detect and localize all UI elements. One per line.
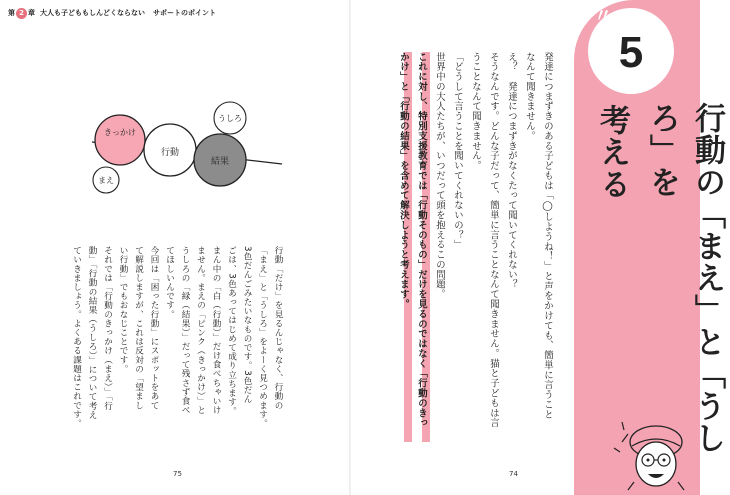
left-line-6: ません。まえの「ピンク（きっかけ）」と bbox=[195, 246, 206, 415]
left-line-9: 今回は「困った行動」にスポットをあて bbox=[149, 246, 159, 410]
chapter-prefix: 第 bbox=[8, 9, 15, 17]
label-ushiro: うしろ bbox=[218, 114, 242, 123]
label-mae: まえ bbox=[98, 176, 114, 185]
header-subtitle: サポートのポイント bbox=[153, 9, 216, 17]
pink-dango bbox=[95, 115, 145, 165]
right-line-1: 発達につまずきのある子どもは「◯しようね！」と声をかけても、簡単に言うこと bbox=[542, 52, 553, 420]
left-line-8: てほしいんです。 bbox=[164, 246, 175, 319]
page-number-right: 74 bbox=[509, 470, 518, 478]
gutter bbox=[349, 0, 351, 495]
right-line-7: 「どうして言うことを聞いてくれないの？」 bbox=[452, 52, 463, 250]
right-line-5: うことなんて聞きません。 bbox=[470, 52, 481, 171]
running-header bbox=[8, 6, 216, 20]
left-line-2: 「まえ」と「うしろ」をよーく見つめます。 bbox=[257, 246, 268, 428]
right-line-4: そうなんです。どんな子だって、簡単に言うことなんて聞きません。猫と子どもは言 bbox=[488, 52, 499, 428]
left-line-5: まん中の「白（行動）」だけ食べちゃいけ bbox=[211, 246, 221, 415]
chapter-number-badge: 2 bbox=[16, 8, 27, 19]
right-line-2: なんて聞きません。 bbox=[524, 52, 535, 142]
label-kikkake: きっかけ bbox=[104, 128, 136, 137]
right-highlight-1: これに対し、特別支援教育では「行動そのもの」だけを見るのではなく「行動のきっ bbox=[412, 52, 430, 442]
left-line-11: い行動」でもおなじことです。 bbox=[118, 246, 128, 374]
dango-diagram bbox=[92, 100, 292, 210]
teacher-mascot-icon bbox=[614, 412, 692, 492]
left-line-3: 3色だんごみたいなものです。3色だん bbox=[242, 246, 252, 404]
label-koudou: 行動 bbox=[160, 148, 180, 158]
section-title-line-1: 行動の「まえ」と「うしろ」を bbox=[644, 102, 725, 454]
dango-diagram-graphic bbox=[92, 100, 292, 210]
left-line-4: ごは、3色あってはじめて成り立ちます。 bbox=[226, 246, 237, 416]
right-line-3: え？ 発達につまずきがなくたって聞いてくれない？ bbox=[506, 52, 517, 290]
page-number-left: 75 bbox=[173, 470, 182, 478]
section-title-line-2: 考える bbox=[594, 104, 630, 200]
right-page-body bbox=[394, 52, 556, 442]
left-line-10: て解説しますが、これは反対の「望まし bbox=[133, 246, 144, 410]
decorative-quote-icon: 〃 bbox=[594, 6, 612, 27]
left-line-12: それでは「行動のきっかけ（まえ）」「行 bbox=[102, 246, 113, 411]
left-line-7: うしろの「緑（結果）」だって残さず食べ bbox=[180, 246, 190, 415]
chapter-label bbox=[8, 8, 35, 19]
left-line-14: ていきましょう。よくある課題はこれです。 bbox=[71, 246, 82, 428]
right-line-8: 世界中の大人たちが、いつだって頭を抱えるこの問題。 bbox=[434, 52, 445, 300]
right-highlight-2: かけ」と「行動の結果」を含めて解決しようと考えます。 bbox=[394, 52, 412, 442]
section-number: 5 bbox=[618, 28, 644, 77]
section-title-tab bbox=[574, 0, 725, 495]
chapter-suffix: 章 bbox=[28, 9, 35, 17]
header-title: 大人も子どももしんどくならない bbox=[40, 9, 145, 17]
left-line-1: 行動「だけ」を見るんじゃなく、行動の bbox=[273, 246, 283, 410]
left-line-13: 動」「行動の結果（うしろ）」について考え bbox=[87, 246, 97, 420]
label-kekka: 結果 bbox=[210, 157, 230, 167]
left-page-body bbox=[68, 246, 285, 446]
